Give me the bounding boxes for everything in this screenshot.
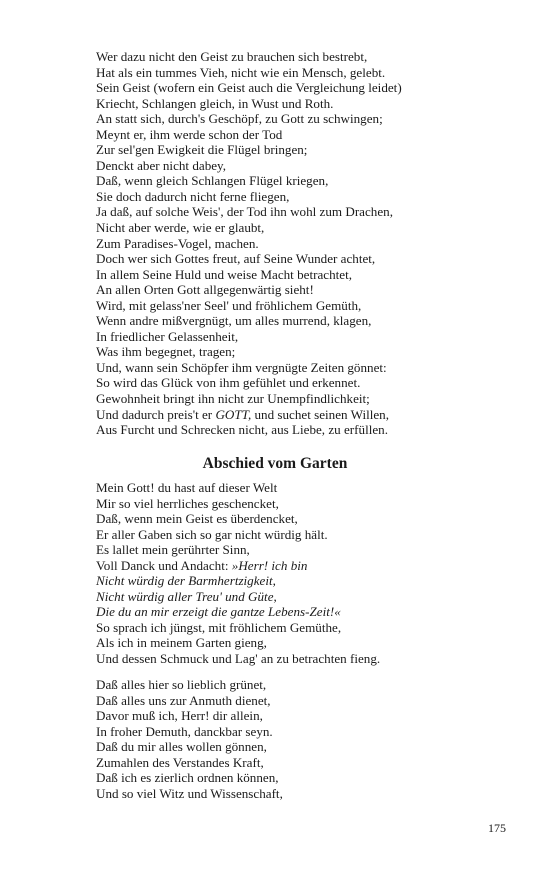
verse-line: Nicht aber werde, wie er glaubt, [96, 220, 265, 236]
verse-line: Mir so viel herrliches geschencket, [96, 495, 279, 511]
italic-quote: Nicht würdig der Barmhertzigkeit, [96, 573, 276, 589]
verse-line: Er aller Gaben sich so gar nicht würdig hält. [96, 526, 328, 542]
verse-line: Und dessen Schmuck und Lag' an zu betrachten fieng. [96, 651, 381, 667]
verse-line: So sprach ich jüngst, mit fröhlichem Gemüthe, [96, 619, 342, 635]
poem-stanza-2 [96, 677, 476, 801]
verse-line: Was ihm begegnet, tragen; [96, 344, 236, 360]
verse-line: Zur sel'gen Ewigkeit die Flügel bringen; [96, 142, 308, 158]
verse-line: Aus Furcht und Schrecken nicht, aus Liebe, zu erfüllen. [96, 422, 388, 438]
verse-line: So wird das Glück von ihm gefühlet und erkennet. [96, 375, 361, 391]
verse-line: Wenn andre mißvergnügt, um alles murrend, klagen, [96, 313, 372, 329]
verse-line: Denckt aber nicht dabey, [96, 157, 227, 173]
verse-line: Gewohnheit bringt ihn nicht zur Unempfindlichkeit; [96, 391, 370, 407]
verse-line: Doch wer sich Gottes freut, auf Seine Wunder achtet, [96, 251, 376, 267]
verse-line: Davor muß ich, Herr! dir allein, [96, 708, 263, 724]
verse-line: Daß du mir alles wollen gönnen, [96, 739, 267, 755]
italic-quote: Nicht würdig aller Treu' und Güte, [96, 588, 277, 604]
verse-line: Daß alles uns zur Anmuth dienet, [96, 692, 271, 708]
verse-line: Ja daß, auf solche Weis', der Tod ihn wohl zum Drachen, [96, 204, 393, 220]
italic-emphasis: Die du an mir erzeigt die gantze Lebens-Zeit! [96, 604, 335, 620]
verse-line: Voll Danck und Andacht: »Herr! ich bin [96, 557, 308, 573]
italic-quote: Die du an mir erzeigt die gantze Lebens-Zeit!« [96, 604, 341, 620]
verse-line: An allen Orten Gott allgegenwärtig sieht! [96, 282, 314, 298]
verse-line: Hat als ein tummes Vieh, nicht wie ein Mensch, gelebt. [96, 64, 386, 80]
poem-continuation-stanza [96, 49, 476, 438]
verse-line: An statt sich, durch's Geschöpf, zu Gott zu schwingen; [96, 111, 383, 127]
verse-line: Kriecht, Schlangen gleich, in Wust und Roth. [96, 95, 334, 111]
verse-line: Wer dazu nicht den Geist zu brauchen sich bestrebt, [96, 49, 368, 64]
verse-line: Und so viel Witz und Wissenschaft, [96, 785, 283, 801]
page-number: 175 [488, 821, 506, 835]
verse-line: Zumahlen des Verstandes Kraft, [96, 754, 264, 770]
verse-line: Zum Paradises-Vogel, machen. [96, 235, 259, 251]
verse-line: Daß, wenn mein Geist es überdencket, [96, 511, 298, 527]
verse-line: In froher Demuth, danckbar seyn. [96, 723, 273, 739]
verse-line-italic [96, 604, 476, 620]
verse-line: Daß ich es zierlich ordnen können, [96, 770, 279, 786]
verse-line: Sie doch dadurch nicht ferne fliegen, [96, 188, 290, 204]
verse-line: Sein Geist (wofern ein Geist auch die Vergleichung leidet) [96, 80, 402, 96]
verse-line: Daß, wenn gleich Schlangen Flügel kriegen, [96, 173, 329, 189]
verse-line-italic [96, 589, 476, 605]
verse-line: Meynt er, ihm werde schon der Tod [96, 126, 283, 142]
verse-line: Und dadurch preis't er GOTT, und suchet seinen Willen, [96, 406, 389, 422]
italic-emphasis: »Herr! ich bin [231, 557, 308, 573]
verse-line: Als ich in meinem Garten gieng, [96, 635, 267, 651]
verse-line: Wird, mit gelass'ner Seel' und fröhlichem Gemüth, [96, 297, 362, 313]
verse-line: Es lallet mein gerührter Sinn, [96, 542, 250, 558]
poem-stanza-1 [96, 480, 476, 667]
verse-line: In friedlicher Gelassenheit, [96, 328, 239, 344]
verse-line: Mein Gott! du hast auf dieser Welt [96, 480, 278, 495]
verse-line: Daß alles hier so lieblich grünet, [96, 677, 267, 692]
verse-line: Und, wann sein Schöpfer ihm vergnügte Zeiten gönnet: [96, 359, 387, 375]
verse-line: In allem Seine Huld und weise Macht betrachtet, [96, 266, 352, 282]
verse-line-italic [96, 573, 476, 589]
italic-emphasis: GOTT, [215, 406, 252, 422]
poem-title: Abschied vom Garten [202, 455, 348, 472]
